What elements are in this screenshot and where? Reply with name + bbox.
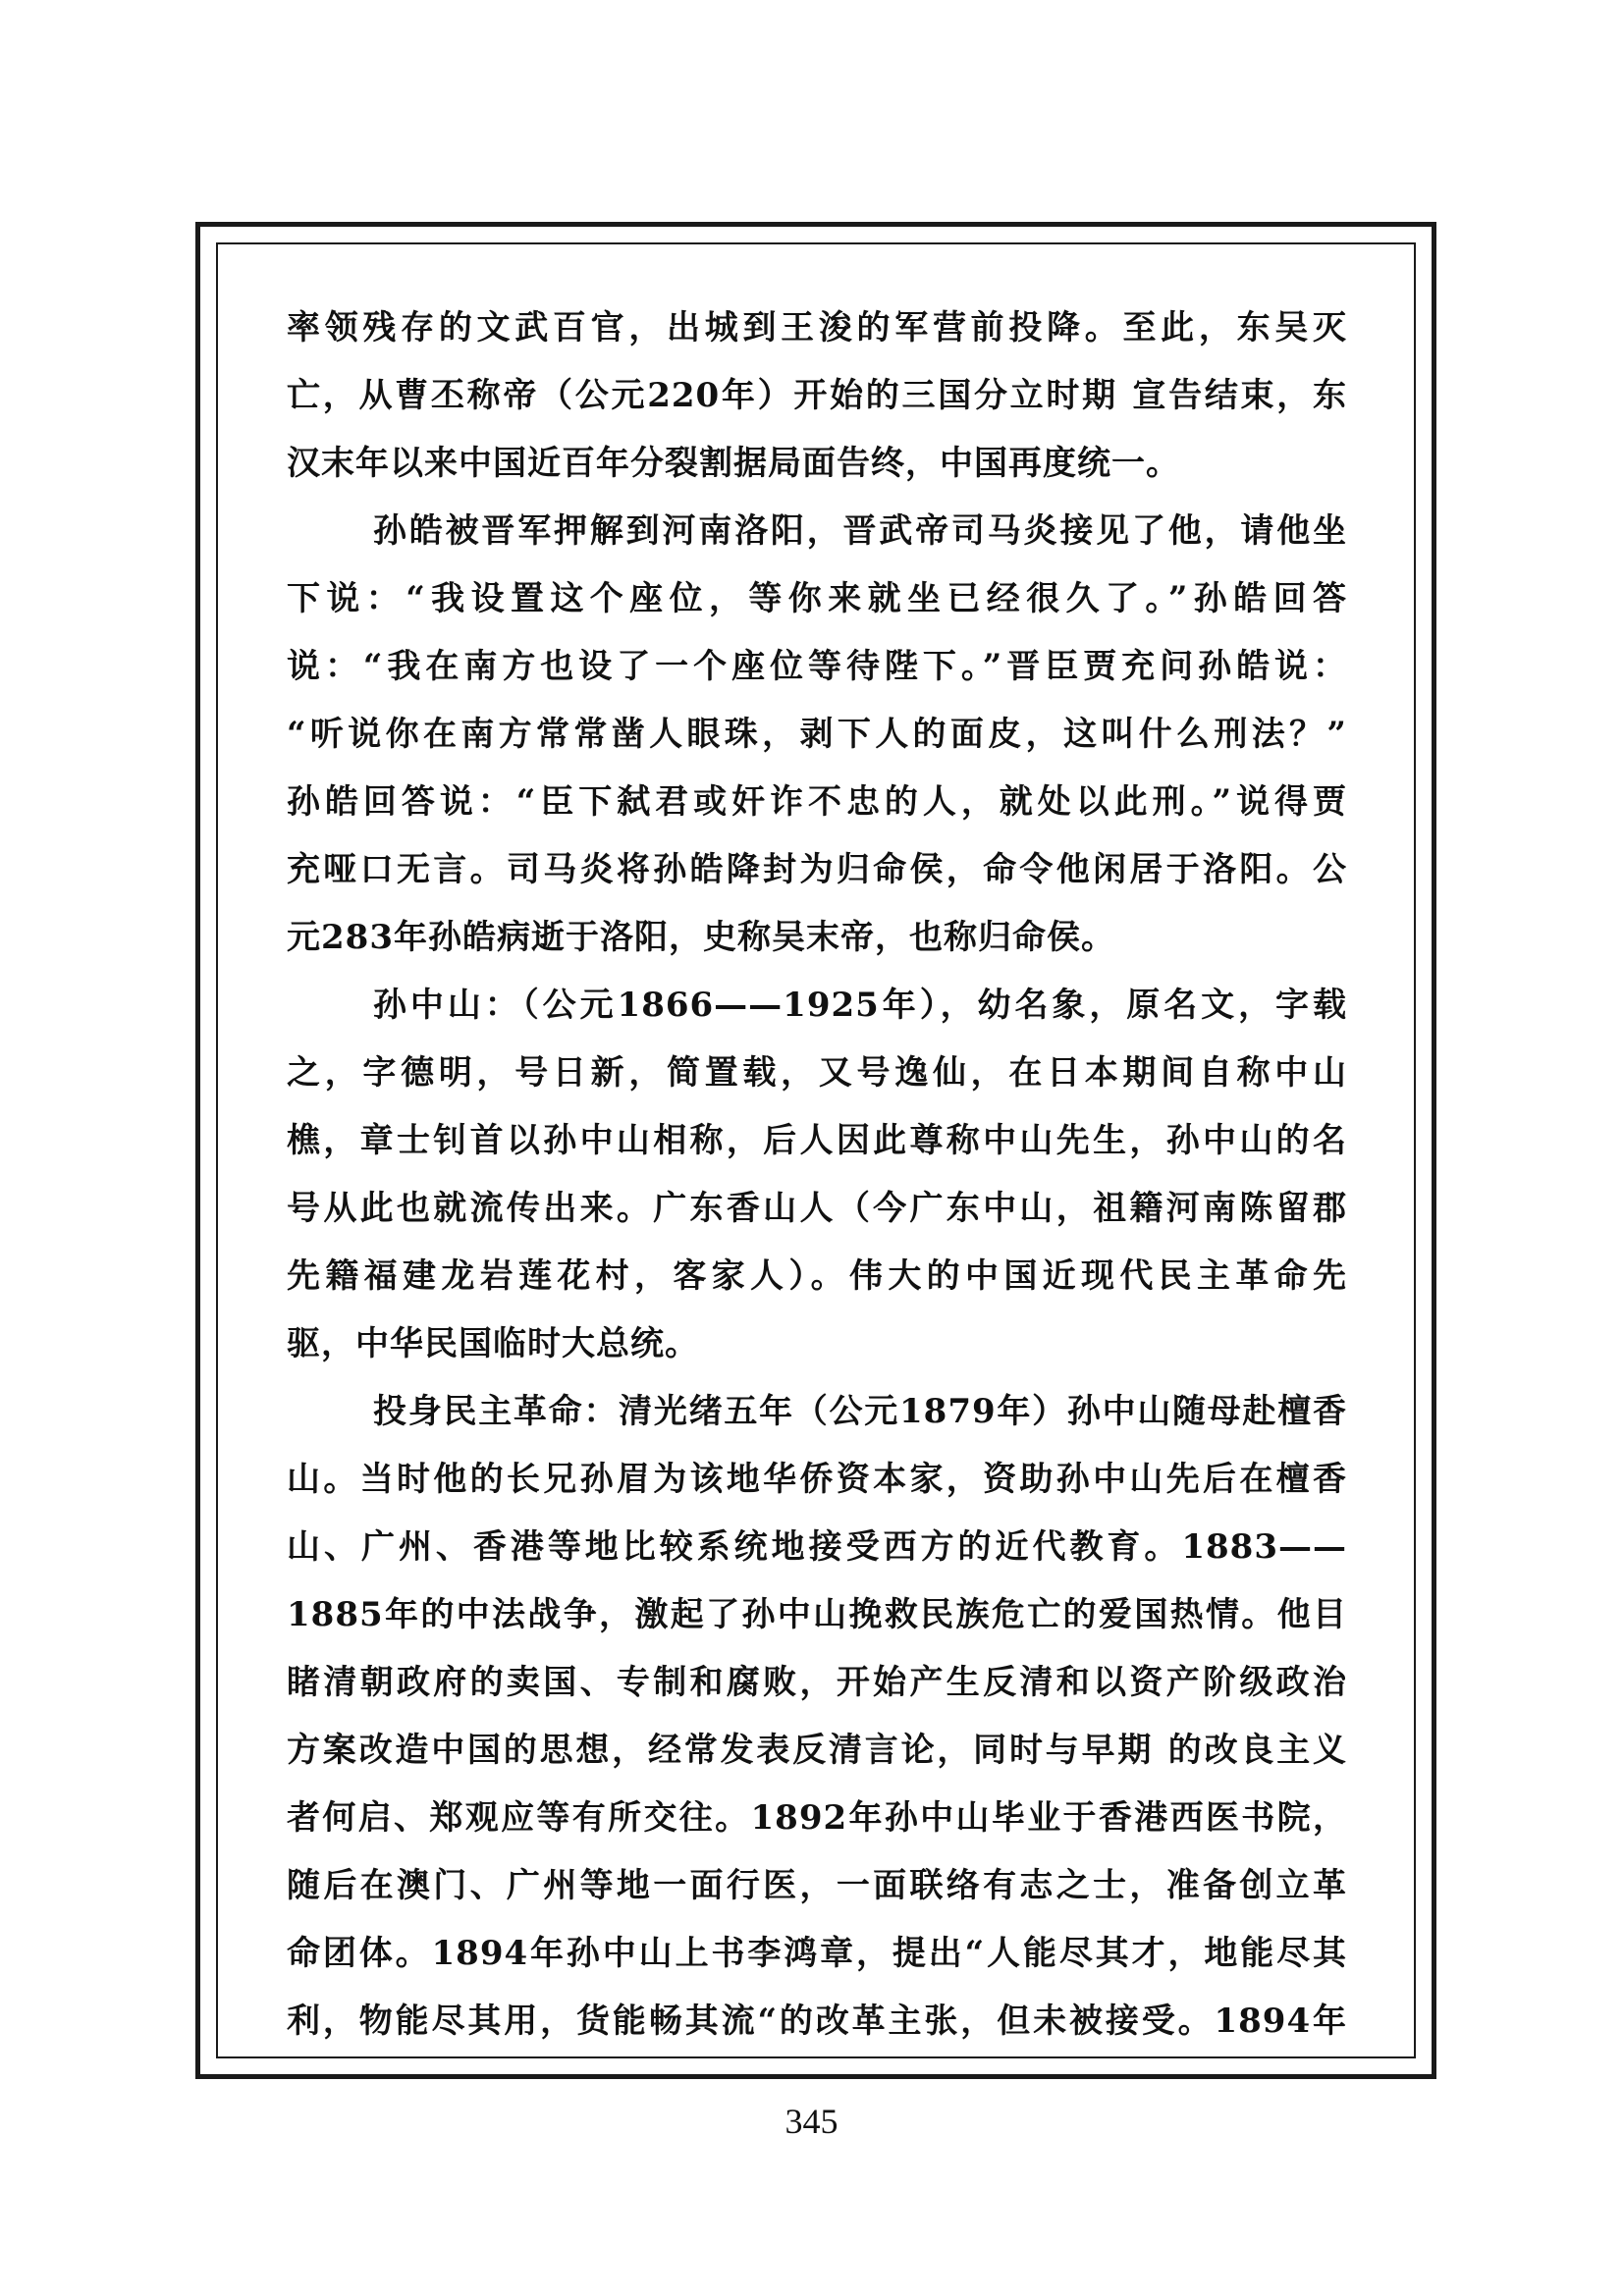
text-line: 元283年孙皓病逝于洛阳，史称吴末帝，也称归命侯。	[287, 918, 1115, 957]
text-line: 之，字德明，号日新，简置载，又号逸仙，在日本期间自称中山	[287, 1053, 1347, 1093]
paragraph-start-line: 孙皓被晋军押解到河南洛阳，晋武帝司马炎接见了他，请他坐	[373, 511, 1347, 551]
text-line: 者何启、郑观应等有所交往。1892年孙中山毕业于香港西医书院，	[287, 1798, 1347, 1838]
body-text	[287, 294, 1347, 2056]
text-line: 驱，中华民国临时大总统。	[287, 1324, 699, 1363]
text-line: 方案改造中国的思想，经常发表反清言论，同时与早期 的改良主义	[287, 1731, 1347, 1770]
paragraph-start-line: 投身民主革命：清光绪五年（公元1879年）孙中山随母赴檀香	[373, 1392, 1347, 1431]
text-line: 睹清朝政府的卖国、专制和腐败，开始产生反清和以资产阶级政治	[287, 1663, 1347, 1702]
text-line: 山。当时他的长兄孙眉为该地华侨资本家，资助孙中山先后在檀香	[287, 1460, 1347, 1499]
paragraph-start-line: 孙中山：（公元1866——1925年），幼名象，原名文，字载	[373, 986, 1347, 1025]
text-line: 亡，从曹丕称帝（公元220年）开始的三国分立时期 宣告结束，东	[287, 376, 1347, 415]
text-line: 樵，章士钊首以孙中山相称，后人因此尊称中山先生，孙中山的名	[287, 1121, 1347, 1160]
text-line: 号从此也就流传出来。广东香山人（今广东中山，祖籍河南陈留郡	[287, 1189, 1347, 1228]
text-line: 下说：“我设置这个座位，等你来就坐已经很久了。”孙皓回答	[287, 579, 1347, 618]
text-line: 充哑口无言。司马炎将孙皓降封为归命侯，命令他闲居于洛阳。公	[287, 850, 1347, 889]
text-line: 说：“我在南方也设了一个座位等待陛下。”晋臣贾充问孙皓说：	[287, 647, 1347, 686]
text-line: 率领残存的文武百官，出城到王浚的军营前投降。至此，东吴灭	[287, 308, 1347, 347]
text-line: 随后在澳门、广州等地一面行医，一面联络有志之士，准备创立革	[287, 1866, 1347, 1905]
text-line: 1885年的中法战争，激起了孙中山挽救民族危亡的爱国热情。他目	[287, 1595, 1347, 1634]
text-line: “听说你在南方常常凿人眼珠，剥下人的面皮，这叫什么刑法？”	[287, 715, 1347, 754]
text-line: 命团体。1894年孙中山上书李鸿章，提出“人能尽其才，地能尽其	[287, 1934, 1347, 1973]
text-line: 孙皓回答说：“臣下弑君或奸诈不忠的人，就处以此刑。”说得贾	[287, 782, 1347, 822]
text-line: 山、广州、香港等地比较系统地接受西方的近代教育。1883——	[287, 1527, 1347, 1567]
text-line: 汉末年以来中国近百年分裂割据局面告终，中国再度统一。	[287, 444, 1180, 483]
text-line: 利，物能尽其用，货能畅其流“的改革主张，但未被接受。1894年	[287, 2002, 1347, 2041]
page-number: 345	[784, 2102, 839, 2141]
text-line: 先籍福建龙岩莲花村，客家人）。伟大的中国近现代民主革命先	[287, 1256, 1347, 1296]
